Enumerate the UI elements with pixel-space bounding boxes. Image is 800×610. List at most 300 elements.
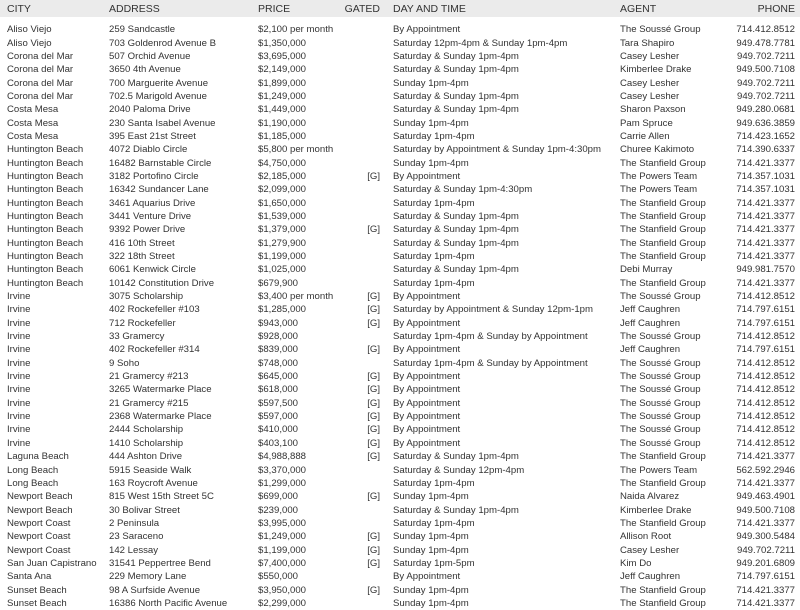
cell-city: Huntington Beach	[7, 237, 84, 249]
cell-price: $645,000	[258, 371, 299, 383]
cell-day-time: Saturday & Sunday 1pm-4pm	[393, 90, 519, 102]
cell-agent: Kim Do	[620, 557, 652, 569]
table-row	[0, 263, 800, 276]
cell-phone: 714.421.3377	[736, 277, 795, 289]
cell-city: Huntington Beach	[7, 184, 84, 196]
cell-price: $748,000	[258, 357, 299, 369]
cell-gated: [G]	[367, 304, 380, 316]
cell-gated: [G]	[367, 411, 380, 423]
cell-city: Irvine	[7, 371, 31, 383]
table-row	[0, 156, 800, 169]
cell-address: 21 Gramercy #215	[109, 397, 189, 409]
cell-city: Huntington Beach	[7, 277, 84, 289]
cell-address: 402 Rockefeller #314	[109, 344, 200, 356]
cell-gated: [G]	[367, 170, 380, 182]
cell-address: 507 Orchid Avenue	[109, 50, 191, 62]
cell-day-time: Saturday & Sunday 1pm-4pm	[393, 451, 519, 463]
cell-price: $3,995,000	[258, 517, 307, 529]
cell-agent: Casey Lesher	[620, 50, 680, 62]
cell-agent: The Stanfield Group	[620, 517, 706, 529]
cell-phone: 949.500.7108	[736, 504, 795, 516]
cell-phone: 714.412.8512	[736, 371, 795, 383]
cell-agent: Allison Root	[620, 531, 672, 543]
cell-phone: 714.412.8512	[736, 424, 795, 436]
cell-day-time: By Appointment	[393, 571, 461, 583]
table-row	[0, 557, 800, 570]
cell-address: 6061 Kenwick Circle	[109, 264, 196, 276]
table-row	[0, 196, 800, 209]
cell-address: 3461 Aquarius Drive	[109, 197, 196, 209]
cell-day-time: Saturday 12pm-4pm & Sunday 1pm-4pm	[393, 37, 568, 49]
cell-address: 815 West 15th Street 5C	[109, 491, 214, 503]
cell-day-time: By Appointment	[393, 24, 461, 36]
cell-address: 16386 North Pacific Avenue	[109, 597, 228, 609]
cell-price: $1,185,000	[258, 130, 307, 142]
cell-day-time: Saturday & Sunday 1pm-4pm	[393, 264, 519, 276]
table-row	[0, 90, 800, 103]
cell-city: Huntington Beach	[7, 170, 84, 182]
cell-city: Santa Ana	[7, 571, 52, 583]
cell-agent: The Stanfield Group	[620, 224, 706, 236]
cell-agent: Kimberlee Drake	[620, 64, 692, 76]
cell-day-time: By Appointment	[393, 397, 461, 409]
cell-city: Aliso Viejo	[7, 24, 52, 36]
cell-address: 395 East 21st Street	[109, 130, 196, 142]
cell-price: $2,100 per month	[258, 24, 334, 36]
cell-price: $3,695,000	[258, 50, 307, 62]
header-address: ADDRESS	[109, 2, 160, 15]
cell-day-time: Saturday 1pm-4pm	[393, 251, 475, 263]
table-row	[0, 36, 800, 49]
cell-city: Costa Mesa	[7, 130, 59, 142]
cell-price: $2,185,000	[258, 170, 307, 182]
cell-day-time: Saturday & Sunday 1pm-4pm	[393, 50, 519, 62]
cell-price: $7,400,000	[258, 557, 307, 569]
table-row	[0, 237, 800, 250]
cell-day-time: Saturday & Sunday 1pm-4pm	[393, 504, 519, 516]
table-row	[0, 437, 800, 450]
cell-address: 2368 Watermarke Place	[109, 411, 212, 423]
header-agent: AGENT	[620, 2, 657, 15]
cell-phone: 714.412.8512	[736, 357, 795, 369]
cell-address: 163 Roycroft Avenue	[109, 477, 198, 489]
cell-gated: [G]	[367, 371, 380, 383]
cell-price: $597,000	[258, 411, 299, 423]
cell-day-time: Saturday 1pm-4pm & Sunday by Appointment	[393, 357, 588, 369]
cell-phone: 714.421.3377	[736, 237, 795, 249]
cell-city: Corona del Mar	[7, 50, 74, 62]
table-row	[0, 143, 800, 156]
cell-day-time: Saturday & Sunday 1pm-4:30pm	[393, 184, 533, 196]
cell-city: Newport Coast	[7, 517, 71, 529]
cell-address: 9392 Power Drive	[109, 224, 186, 236]
cell-price: $4,988,888	[258, 451, 307, 463]
cell-city: Irvine	[7, 317, 31, 329]
table-row	[0, 410, 800, 423]
cell-agent: The Stanfield Group	[620, 477, 706, 489]
table-row	[0, 63, 800, 76]
cell-price: $1,249,000	[258, 90, 307, 102]
cell-address: 16342 Sundancer Lane	[109, 184, 209, 196]
cell-price: $1,279,900	[258, 237, 307, 249]
cell-price: $1,199,000	[258, 544, 307, 556]
cell-day-time: Saturday & Sunday 1pm-4pm	[393, 104, 519, 116]
cell-address: 230 Santa Isabel Avenue	[109, 117, 216, 129]
cell-city: Irvine	[7, 411, 31, 423]
cell-gated: [G]	[367, 317, 380, 329]
cell-phone: 714.412.8512	[736, 291, 795, 303]
cell-address: 2444 Scholarship	[109, 424, 184, 436]
header-city: CITY	[7, 2, 31, 15]
table-row	[0, 330, 800, 343]
cell-phone: 714.797.6151	[736, 304, 795, 316]
cell-gated: [G]	[367, 557, 380, 569]
cell-price: $2,099,000	[258, 184, 307, 196]
cell-city: Huntington Beach	[7, 210, 84, 222]
cell-phone: 714.421.3377	[736, 597, 795, 609]
table-row	[0, 103, 800, 116]
cell-address: 4072 Diablo Circle	[109, 144, 188, 156]
cell-day-time: Saturday 1pm-5pm	[393, 557, 475, 569]
table-row	[0, 583, 800, 596]
cell-day-time: Sunday 1pm-4pm	[393, 157, 469, 169]
cell-agent: The Stanfield Group	[620, 197, 706, 209]
cell-city: Irvine	[7, 291, 31, 303]
table-row	[0, 277, 800, 290]
cell-phone: 949.300.5484	[736, 531, 795, 543]
table-row	[0, 50, 800, 63]
cell-address: 229 Memory Lane	[109, 571, 187, 583]
cell-gated: [G]	[367, 384, 380, 396]
table-row	[0, 116, 800, 129]
cell-agent: Pam Spruce	[620, 117, 673, 129]
cell-day-time: Sunday 1pm-4pm	[393, 584, 469, 596]
cell-price: $928,000	[258, 331, 299, 343]
cell-city: Newport Beach	[7, 491, 73, 503]
table-header	[0, 0, 800, 17]
cell-agent: Jeff Caughren	[620, 317, 681, 329]
cell-city: Irvine	[7, 437, 31, 449]
cell-phone: 714.357.1031	[736, 170, 795, 182]
cell-price: $3,370,000	[258, 464, 307, 476]
cell-phone: 714.423.1652	[736, 130, 795, 142]
table-row	[0, 423, 800, 436]
cell-city: Irvine	[7, 397, 31, 409]
cell-agent: The Stanfield Group	[620, 584, 706, 596]
table-row	[0, 250, 800, 263]
cell-agent: Sharon Paxson	[620, 104, 686, 116]
cell-agent: The Stanfield Group	[620, 157, 706, 169]
cell-day-time: Sunday 1pm-4pm	[393, 491, 469, 503]
cell-city: San Juan Capistrano	[7, 557, 97, 569]
cell-address: 98 A Surfside Avenue	[109, 584, 201, 596]
table-row	[0, 530, 800, 543]
cell-day-time: Saturday 1pm-4pm	[393, 197, 475, 209]
cell-agent: The Soussé Group	[620, 371, 701, 383]
cell-price: $3,400 per month	[258, 291, 334, 303]
table-row	[0, 210, 800, 223]
cell-address: 3265 Watermarke Place	[109, 384, 212, 396]
cell-agent: Kimberlee Drake	[620, 504, 692, 516]
cell-day-time: Saturday 1pm-4pm & Sunday by Appointment	[393, 331, 588, 343]
table-row	[0, 517, 800, 530]
cell-agent: The Stanfield Group	[620, 237, 706, 249]
cell-price: $597,500	[258, 397, 299, 409]
cell-address: 30 Bolivar Street	[109, 504, 180, 516]
cell-city: Long Beach	[7, 464, 59, 476]
cell-day-time: Saturday & Sunday 1pm-4pm	[393, 210, 519, 222]
cell-price: $2,149,000	[258, 64, 307, 76]
cell-address: 33 Gramercy	[109, 331, 165, 343]
cell-gated: [G]	[367, 584, 380, 596]
cell-price: $1,025,000	[258, 264, 307, 276]
cell-agent: The Soussé Group	[620, 24, 701, 36]
cell-city: Long Beach	[7, 477, 59, 489]
cell-city: Irvine	[7, 331, 31, 343]
cell-phone: 714.421.3377	[736, 584, 795, 596]
cell-price: $1,299,000	[258, 477, 307, 489]
cell-price: $5,800 per month	[258, 144, 334, 156]
cell-day-time: By Appointment	[393, 371, 461, 383]
cell-city: Irvine	[7, 344, 31, 356]
cell-agent: The Stanfield Group	[620, 210, 706, 222]
cell-address: 3075 Scholarship	[109, 291, 184, 303]
cell-phone: 714.797.6151	[736, 344, 795, 356]
cell-phone: 562.592.2946	[736, 464, 795, 476]
cell-phone: 714.412.8512	[736, 397, 795, 409]
cell-price: $403,100	[258, 437, 299, 449]
cell-price: $618,000	[258, 384, 299, 396]
cell-agent: The Stanfield Group	[620, 251, 706, 263]
cell-city: Corona del Mar	[7, 77, 74, 89]
cell-address: 3441 Venture Drive	[109, 210, 192, 222]
cell-day-time: Saturday by Appointment & Sunday 1pm-4:30pm	[393, 144, 601, 156]
cell-day-time: Sunday 1pm-4pm	[393, 77, 469, 89]
table-row	[0, 597, 800, 610]
cell-agent: Naida Alvarez	[620, 491, 680, 503]
cell-day-time: By Appointment	[393, 170, 461, 182]
cell-city: Irvine	[7, 384, 31, 396]
cell-phone: 949.280.0681	[736, 104, 795, 116]
cell-day-time: Saturday 1pm-4pm	[393, 277, 475, 289]
cell-address: 5915 Seaside Walk	[109, 464, 192, 476]
table-row	[0, 290, 800, 303]
cell-agent: The Powers Team	[620, 170, 698, 182]
cell-phone: 714.421.3377	[736, 197, 795, 209]
cell-price: $699,000	[258, 491, 299, 503]
header-day-time: DAY AND TIME	[393, 2, 466, 15]
cell-agent: The Soussé Group	[620, 291, 701, 303]
table-row	[0, 130, 800, 143]
cell-gated: [G]	[367, 491, 380, 503]
cell-price: $1,899,000	[258, 77, 307, 89]
cell-price: $3,950,000	[258, 584, 307, 596]
cell-phone: 949.702.7211	[737, 77, 795, 89]
cell-phone: 714.412.8512	[736, 384, 795, 396]
cell-city: Huntington Beach	[7, 157, 84, 169]
table-row	[0, 397, 800, 410]
cell-city: Huntington Beach	[7, 224, 84, 236]
cell-day-time: By Appointment	[393, 384, 461, 396]
cell-phone: 949.463.4901	[736, 491, 795, 503]
cell-address: 322 18th Street	[109, 251, 175, 263]
cell-day-time: Saturday 1pm-4pm	[393, 477, 475, 489]
cell-agent: Jeff Caughren	[620, 571, 681, 583]
cell-address: 3650 4th Avenue	[109, 64, 181, 76]
cell-agent: Casey Lesher	[620, 77, 680, 89]
cell-price: $2,299,000	[258, 597, 307, 609]
cell-gated: [G]	[367, 344, 380, 356]
cell-address: 703 Goldenrod Avenue B	[109, 37, 217, 49]
cell-price: $1,249,000	[258, 531, 307, 543]
cell-address: 712 Rockefeller	[109, 317, 176, 329]
header-price: PRICE	[258, 2, 291, 15]
cell-city: Newport Beach	[7, 504, 73, 516]
cell-address: 702.5 Marigold Avenue	[109, 90, 207, 102]
table-row	[0, 303, 800, 316]
cell-address: 1410 Scholarship	[109, 437, 184, 449]
cell-address: 444 Ashton Drive	[109, 451, 183, 463]
cell-price: $943,000	[258, 317, 299, 329]
cell-address: 416 10th Street	[109, 237, 175, 249]
cell-day-time: By Appointment	[393, 411, 461, 423]
cell-gated: [G]	[367, 531, 380, 543]
cell-city: Irvine	[7, 357, 31, 369]
table-row	[0, 463, 800, 476]
cell-day-time: Saturday & Sunday 1pm-4pm	[393, 237, 519, 249]
table-row	[0, 543, 800, 556]
cell-day-time: Saturday 1pm-4pm	[393, 517, 475, 529]
cell-agent: Jeff Caughren	[620, 304, 681, 316]
cell-address: 259 Sandcastle	[109, 24, 176, 36]
cell-city: Huntington Beach	[7, 197, 84, 209]
cell-price: $4,750,000	[258, 157, 307, 169]
cell-gated: [G]	[367, 224, 380, 236]
cell-gated: [G]	[367, 397, 380, 409]
cell-phone: 714.797.6151	[736, 317, 795, 329]
cell-day-time: Saturday & Sunday 1pm-4pm	[393, 224, 519, 236]
cell-city: Huntington Beach	[7, 144, 84, 156]
table-row	[0, 490, 800, 503]
cell-city: Irvine	[7, 424, 31, 436]
cell-phone: 949.702.7211	[737, 90, 795, 102]
cell-phone: 714.390.6337	[736, 144, 795, 156]
cell-agent: The Soussé Group	[620, 331, 701, 343]
cell-agent: Tara Shapiro	[620, 37, 675, 49]
cell-gated: [G]	[367, 437, 380, 449]
cell-city: Costa Mesa	[7, 117, 59, 129]
cell-agent: The Soussé Group	[620, 424, 701, 436]
cell-phone: 714.797.6151	[736, 571, 795, 583]
cell-agent: Jeff Caughren	[620, 344, 681, 356]
table-row	[0, 477, 800, 490]
cell-day-time: Sunday 1pm-4pm	[393, 544, 469, 556]
cell-price: $1,350,000	[258, 37, 307, 49]
cell-address: 31541 Peppertree Bend	[109, 557, 211, 569]
cell-price: $679,900	[258, 277, 299, 289]
table-row	[0, 317, 800, 330]
cell-phone: 714.421.3377	[736, 157, 795, 169]
cell-agent: The Powers Team	[620, 464, 698, 476]
cell-phone: 949.981.7570	[736, 264, 795, 276]
cell-city: Costa Mesa	[7, 104, 59, 116]
table-row	[0, 570, 800, 583]
cell-phone: 949.478.7781	[736, 37, 795, 49]
cell-agent: The Powers Team	[620, 184, 698, 196]
cell-day-time: By Appointment	[393, 424, 461, 436]
header-gated: GATED	[344, 2, 380, 15]
table-row	[0, 170, 800, 183]
cell-city: Irvine	[7, 304, 31, 316]
cell-phone: 714.421.3377	[736, 451, 795, 463]
cell-agent: The Soussé Group	[620, 411, 701, 423]
table-row	[0, 357, 800, 370]
cell-agent: The Stanfield Group	[620, 597, 706, 609]
cell-address: 10142 Constitution Drive	[109, 277, 215, 289]
cell-day-time: By Appointment	[393, 344, 461, 356]
table-row	[0, 383, 800, 396]
cell-day-time: Sunday 1pm-4pm	[393, 117, 469, 129]
cell-city: Sunset Beach	[7, 584, 67, 596]
cell-price: $839,000	[258, 344, 299, 356]
cell-phone: 714.357.1031	[736, 184, 795, 196]
cell-address: 9 Soho	[109, 357, 140, 369]
cell-gated: [G]	[367, 544, 380, 556]
table-row	[0, 503, 800, 516]
cell-gated: [G]	[367, 291, 380, 303]
cell-city: Newport Coast	[7, 544, 71, 556]
cell-phone: 714.412.8512	[736, 437, 795, 449]
cell-address: 700 Marguerite Avenue	[109, 77, 209, 89]
cell-gated: [G]	[367, 451, 380, 463]
cell-price: $410,000	[258, 424, 299, 436]
cell-city: Sunset Beach	[7, 597, 67, 609]
table-row	[0, 223, 800, 236]
cell-agent: Debi Murray	[620, 264, 673, 276]
cell-address: 142 Lessay	[109, 544, 159, 556]
cell-day-time: Sunday 1pm-4pm	[393, 597, 469, 609]
cell-price: $1,539,000	[258, 210, 307, 222]
cell-address: 2 Peninsula	[109, 517, 160, 529]
cell-phone: 714.412.8512	[736, 331, 795, 343]
cell-day-time: Sunday 1pm-4pm	[393, 531, 469, 543]
cell-agent: The Soussé Group	[620, 384, 701, 396]
cell-phone: 714.412.8512	[736, 411, 795, 423]
cell-gated: [G]	[367, 424, 380, 436]
cell-agent: Carrie Allen	[620, 130, 670, 142]
cell-address: 16482 Barnstable Circle	[109, 157, 212, 169]
cell-agent: Casey Lesher	[620, 544, 680, 556]
cell-address: 2040 Paloma Drive	[109, 104, 191, 116]
table-row	[0, 23, 800, 36]
cell-city: Huntington Beach	[7, 251, 84, 263]
header-phone: PHONE	[757, 2, 795, 15]
cell-agent: The Soussé Group	[620, 437, 701, 449]
cell-price: $1,650,000	[258, 197, 307, 209]
cell-city: Corona del Mar	[7, 64, 74, 76]
cell-agent: The Stanfield Group	[620, 277, 706, 289]
cell-address: 23 Saraceno	[109, 531, 164, 543]
cell-phone: 714.421.3377	[736, 210, 795, 222]
cell-phone: 949.702.7211	[737, 50, 795, 62]
cell-day-time: Saturday & Sunday 1pm-4pm	[393, 64, 519, 76]
cell-day-time: Saturday by Appointment & Sunday 12pm-1pm	[393, 304, 593, 316]
cell-city: Corona del Mar	[7, 90, 74, 102]
table-row	[0, 370, 800, 383]
cell-agent: Casey Lesher	[620, 90, 680, 102]
cell-day-time: By Appointment	[393, 317, 461, 329]
cell-day-time: By Appointment	[393, 437, 461, 449]
